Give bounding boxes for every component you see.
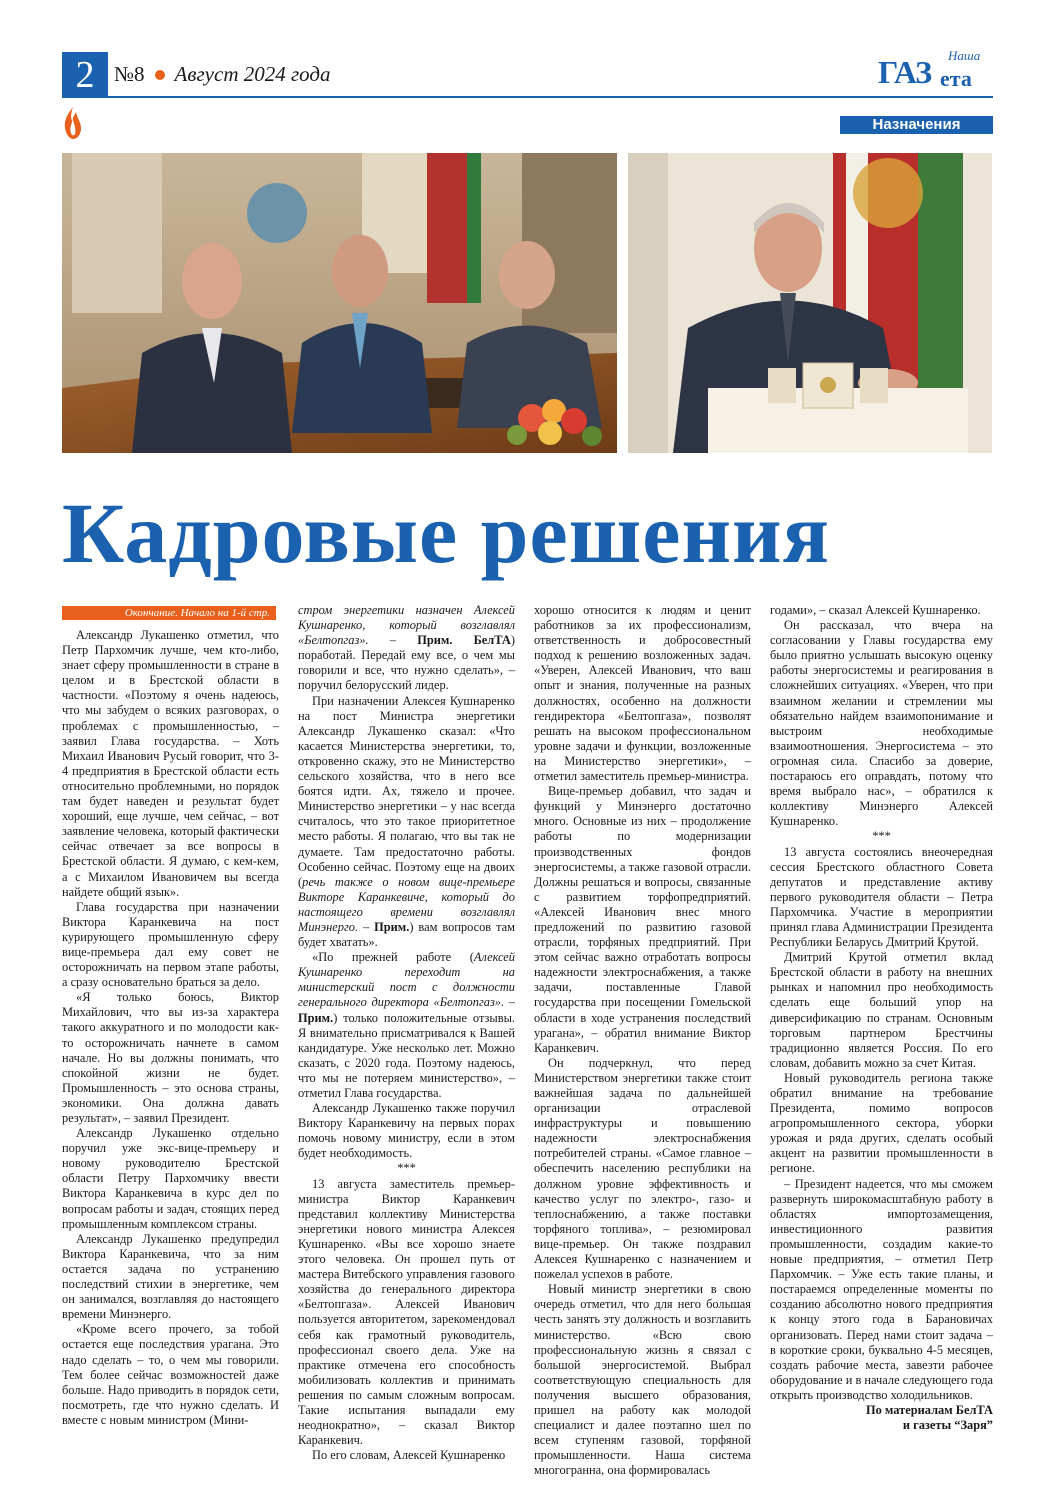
- separator-stars: ***: [872, 829, 891, 844]
- flame-icon: [62, 106, 84, 140]
- paragraph: Александр Лукашенко отметил, что Петр Пархомчик лучше, чем кто-либо, знает сферу промышленности в стране в целом и в Брестской области в частности. «Поэтому я очень надеюсь, что мы забудем о всяких разговорах, о проблемах с промышленностью, – заявил Глава государства. – Хоть Михаил Иванович Русый говорит, что 3-4 предприятия в Брестской области есть относительно проблемными, но порядок там будет наведен и результат будет хороший, еще лучше, чем сейчас, – вот заявление человека, который фактически сейчас отвечает за все вопросы в Брестской области. Я думаю, с кем-кем, а с Михаилом Ивановичем вы всегда найдете общий язык».: [62, 628, 279, 899]
- newspaper-logo: [878, 48, 993, 94]
- italic-note: стром энергетики назначен Алексей Кушнаренко, который возглавлял «Белтопгаз». –: [298, 603, 515, 648]
- paragraph: 13 августа состоялись внеочередная сессия Брестского областного Совета депутатов и представление активу первого руководителя области – Петра Пархомчика. Участие в мероприятии принял глава Администрации Президента Республики Беларусь Дмитрий Крутой.: [770, 844, 993, 950]
- section-label: Назначения: [840, 116, 993, 134]
- italic-note: речь также о новом вице-премьере Викторе Каранкевиче, который до настоящего времени возглавлял Минэнерго. –: [298, 874, 515, 934]
- paragraph: хорошо относится к людям и ценит работников за их профессионализм, ответственность и добросовестный подход к решению возложенных задач. «Уверен, Алексей Иванович, что ваш опыт и знания, полученные на разных должностях, особенно на должности гендиректора «Белтопгаза», позволят решать на высоком профессиональном уровне задачи и функции, возложенные на Министерство энергетики», – отметил заместитель премьер-министра.: [534, 603, 751, 784]
- paragraph: [298, 950, 515, 1101]
- logo-small-text: Наша: [948, 48, 981, 63]
- text-column-2: [298, 603, 515, 1463]
- text-span: ) поработай. Передай ему все, о чем мы говорили и все, что нужно сделать», – поручил белорусский лидер.: [298, 633, 515, 693]
- issue-number: №8: [114, 62, 145, 86]
- paragraph: Новый министр энергетики в свою очередь отметил, что для него большая честь занять эту должность и возглавить министерство. «Всю свою профессиональную жизнь я связал с большой энергосистемой. Выбрал соответствующую специальность для получения высшего образования, пришел на работу как молодой специалист и далее поэтапно шел по всем ступеням газовой, торфяной промышленности. Наша система многогранна, она формировалась: [534, 1282, 751, 1478]
- text-span: ) только положительные отзывы. Я внимательно присматривался к Вашей кандидатуре. Уже несколько лет. Можно сказать, с 2020 года. Поэтому надеюсь, что мы не потеряем министерство», – отметил Глава государства.: [298, 1010, 515, 1100]
- page-number: 2: [62, 52, 108, 98]
- paragraph: Александр Лукашенко отдельно поручил уже экс-вице-премьеру и новому руководителю Брестской области Петру Пархомчику ввести Виктора Каранкевича в курс дел по вопросам работы и задач, стоящих перед промышленным комплексом страны.: [62, 1126, 279, 1231]
- italic-note: Алексей Кушнаренко переходит на министерский пост с должности генерального директора «Белтопгаз». –: [298, 950, 515, 1010]
- text-span: При назначении Алексея Кушнаренко на пост Министра энергетики Александр Лукашенко сказал: «Что касается Министерства энергетики, то, откровенно скажу, это не Министерство сельского хозяйства, что в него все боятся идти. Ах, тяжело и прочее. Министерство энергетики – у нас всегда считалось, что это такое приоритетное место работы. Я полагаю, что вы так не думаете. Там предостаточно работы. Особенно сейчас. Поэтому еще на двоих (: [298, 693, 515, 889]
- paragraph: Дмитрий Крутой отметил вклад Брестской области в работу на внешних рынках и напомнил про необходимость сделать еще больший упор на диверсификацию по странам. Основным торговым партнером Брестчины традиционно является Россия. По его словам, добавить можно за счет Китая.: [770, 950, 993, 1070]
- bold-note: Прим.: [374, 919, 410, 934]
- paragraph: [298, 694, 515, 951]
- paragraph: Александр Лукашенко предупредил Виктора Каранкевича, что за ним остается задача по устранению последствий стихии в энергетике, чем он занимался, возглавляя до настоящего времени Минэнерго.: [62, 1231, 279, 1322]
- paragraph: Он рассказал, что вчера на согласовании у Главы государства ему было приятно услышать высокую оценку работы энергосистемы и реагирования в сложнейших ситуациях. «Уверен, что при взаимном желании и стремлении мы обязательно найдем взаимопонимание и выстроим необходимые взаимоотношения. Энергосистема – это огромная сила. Спасибо за доверие, постараюсь его оправдать, потому что время выбрало нас», – обратился к коллективу Минэнерго Алексей Кушнаренко.: [770, 618, 993, 829]
- logo-sub-text: ета: [940, 66, 972, 91]
- headline: Кадровые решения: [62, 485, 831, 581]
- bold-note: Прим. БелТА: [417, 633, 511, 648]
- paragraph: [298, 603, 515, 694]
- paragraph: годами», – сказал Алексей Кушнаренко.: [770, 603, 981, 617]
- text-span: «По прежней работе (: [312, 950, 474, 965]
- paragraph: Вице-премьер добавил, что задач и функций у Минэнерго достаточно много. Основные из них – продолжение работы по модернизации производственных фондов энергосистемы, а также газовой отрасли. Должны решаться и вопросы, связанные с развитием торфопредприятий. «Алексей Иванович внес много предложений по развитию газовой отрасли, торфяных предприятий. При этом сейчас важно отработать вопросы надежности электроснабжения, а также задачи, поставленные Главой государства при посещении Гомельской области в ходе устранения последствий урагана», – обратил внимание Виктор Каранкевич.: [534, 784, 751, 1055]
- meeting-photo: [62, 153, 617, 453]
- text-span: ) вам вопросов там будет хватать».: [298, 919, 515, 950]
- paragraph: – Президент надеется, что мы сможем развернуть широкомасштабную работу в областях импортозамещения, инвестиционного развития промышленности, создадим какие-то новые предприятия, – отметил Петр Пархомчик. – Уже есть такие планы, и постараемся определенные моменты по созданию абсолютно нового предприятия к концу этого года в Барановичах организовать. Перед нами стоит задача – в короткие сроки, буквально 4-5 месяцев, создать рабочие места, завезти рабочее оборудование и в начале следующего года открыть производство холодильников.: [770, 1176, 993, 1402]
- paragraph: Он подчеркнул, что перед Министерством энергетики также стоит важнейшая задача по дальнейшей организации отраслевой инфраструктуры и повышению надежности электроснабжения потребителей страны. «Самое главное – обеспечить населению республики на должном уровне эффективность и качество услуг по электро-, газо- и теплоснабжению, а также поставки торфяного топлива», – резюмировал вице-премьер. Он также поздравил Алексея Кушнаренко с назначением и пожелал успехов в работе.: [534, 1055, 751, 1282]
- paragraph: «Я только боюсь, Виктор Михайлович, что вы из-за характера такого аккуратного и по молодости как-то осторожничать начнете в самом начале. Но вы должны понимать, что спокойной жизни не будет. Промышленность – это основа страны, экономики. Она должна давать результат», – заявил Президент.: [62, 990, 279, 1125]
- header-rule: [108, 96, 993, 98]
- text-column-1: [62, 628, 279, 1428]
- paragraph: Глава государства при назначении Виктора Каранкевича на пост курирующего промышленную сферу вице-премьера дал ему совет не осторожничать на первом этапе работы, а сразу основательно браться за дело.: [62, 899, 279, 990]
- text-column-4: [770, 603, 993, 1433]
- bold-note: Прим.: [298, 1010, 334, 1025]
- president-photo: [628, 153, 992, 453]
- paragraph: Александр Лукашенко также поручил Виктору Каранкевичу на первых порах помочь новому министру, если в этом будет необходимость.: [298, 1101, 515, 1161]
- separator-stars: ***: [397, 1161, 416, 1176]
- paragraph: По его словам, Алексей Кушнаренко: [312, 1448, 506, 1463]
- signature-line-2: и газеты “Заря”: [902, 1418, 993, 1433]
- bullet-dot-icon: [155, 70, 165, 80]
- issue-date: Август 2024 года: [174, 62, 331, 86]
- issue-info: [114, 62, 331, 87]
- paragraph: 13 августа заместитель премьер-министра Виктор Каранкевич представил коллективу Министерства энергетики нового министра Алексея Кушнаренко. «Вы все хорошо знаете этого человека. Он прошел путь от мастера Витебского управления газового хозяйства до генерального директора «Белтопгаза». Алексей Иванович пользуется авторитетом, зарекомендовал себя как грамотный руководитель, профессионал своего дела. Уже на практике отмечена его способность мобилизовать коллектив и принимать решения по самым сложным вопросам. Такие испытания выпадали ему неоднократно», – сказал Виктор Каранкевич.: [298, 1176, 515, 1448]
- text-column-3: [534, 603, 751, 1478]
- paragraph: Новый руководитель региона также обратил внимание на требование Президента, помимо вопросов агропромышленного сектора, уборки урожая и ряда других, сделать особый акцент на развитии промышленности в регионе.: [770, 1070, 993, 1176]
- signature-line-1: По материалам БелТА: [865, 1402, 993, 1417]
- paragraph: «Кроме всего прочего, за тобой остается еще последствия урагана. Это надо сделать – то, о чем мы говорили. Тем более сейчас возможностей даже больше. Надо приводить в порядок сети, посмотреть, где что нужно сделать. И вместе с новым министром (Мини-: [62, 1322, 279, 1427]
- continuation-note: Окончание. Начало на 1-й стр.: [62, 606, 276, 620]
- logo-main-text: ГАЗ: [878, 54, 932, 90]
